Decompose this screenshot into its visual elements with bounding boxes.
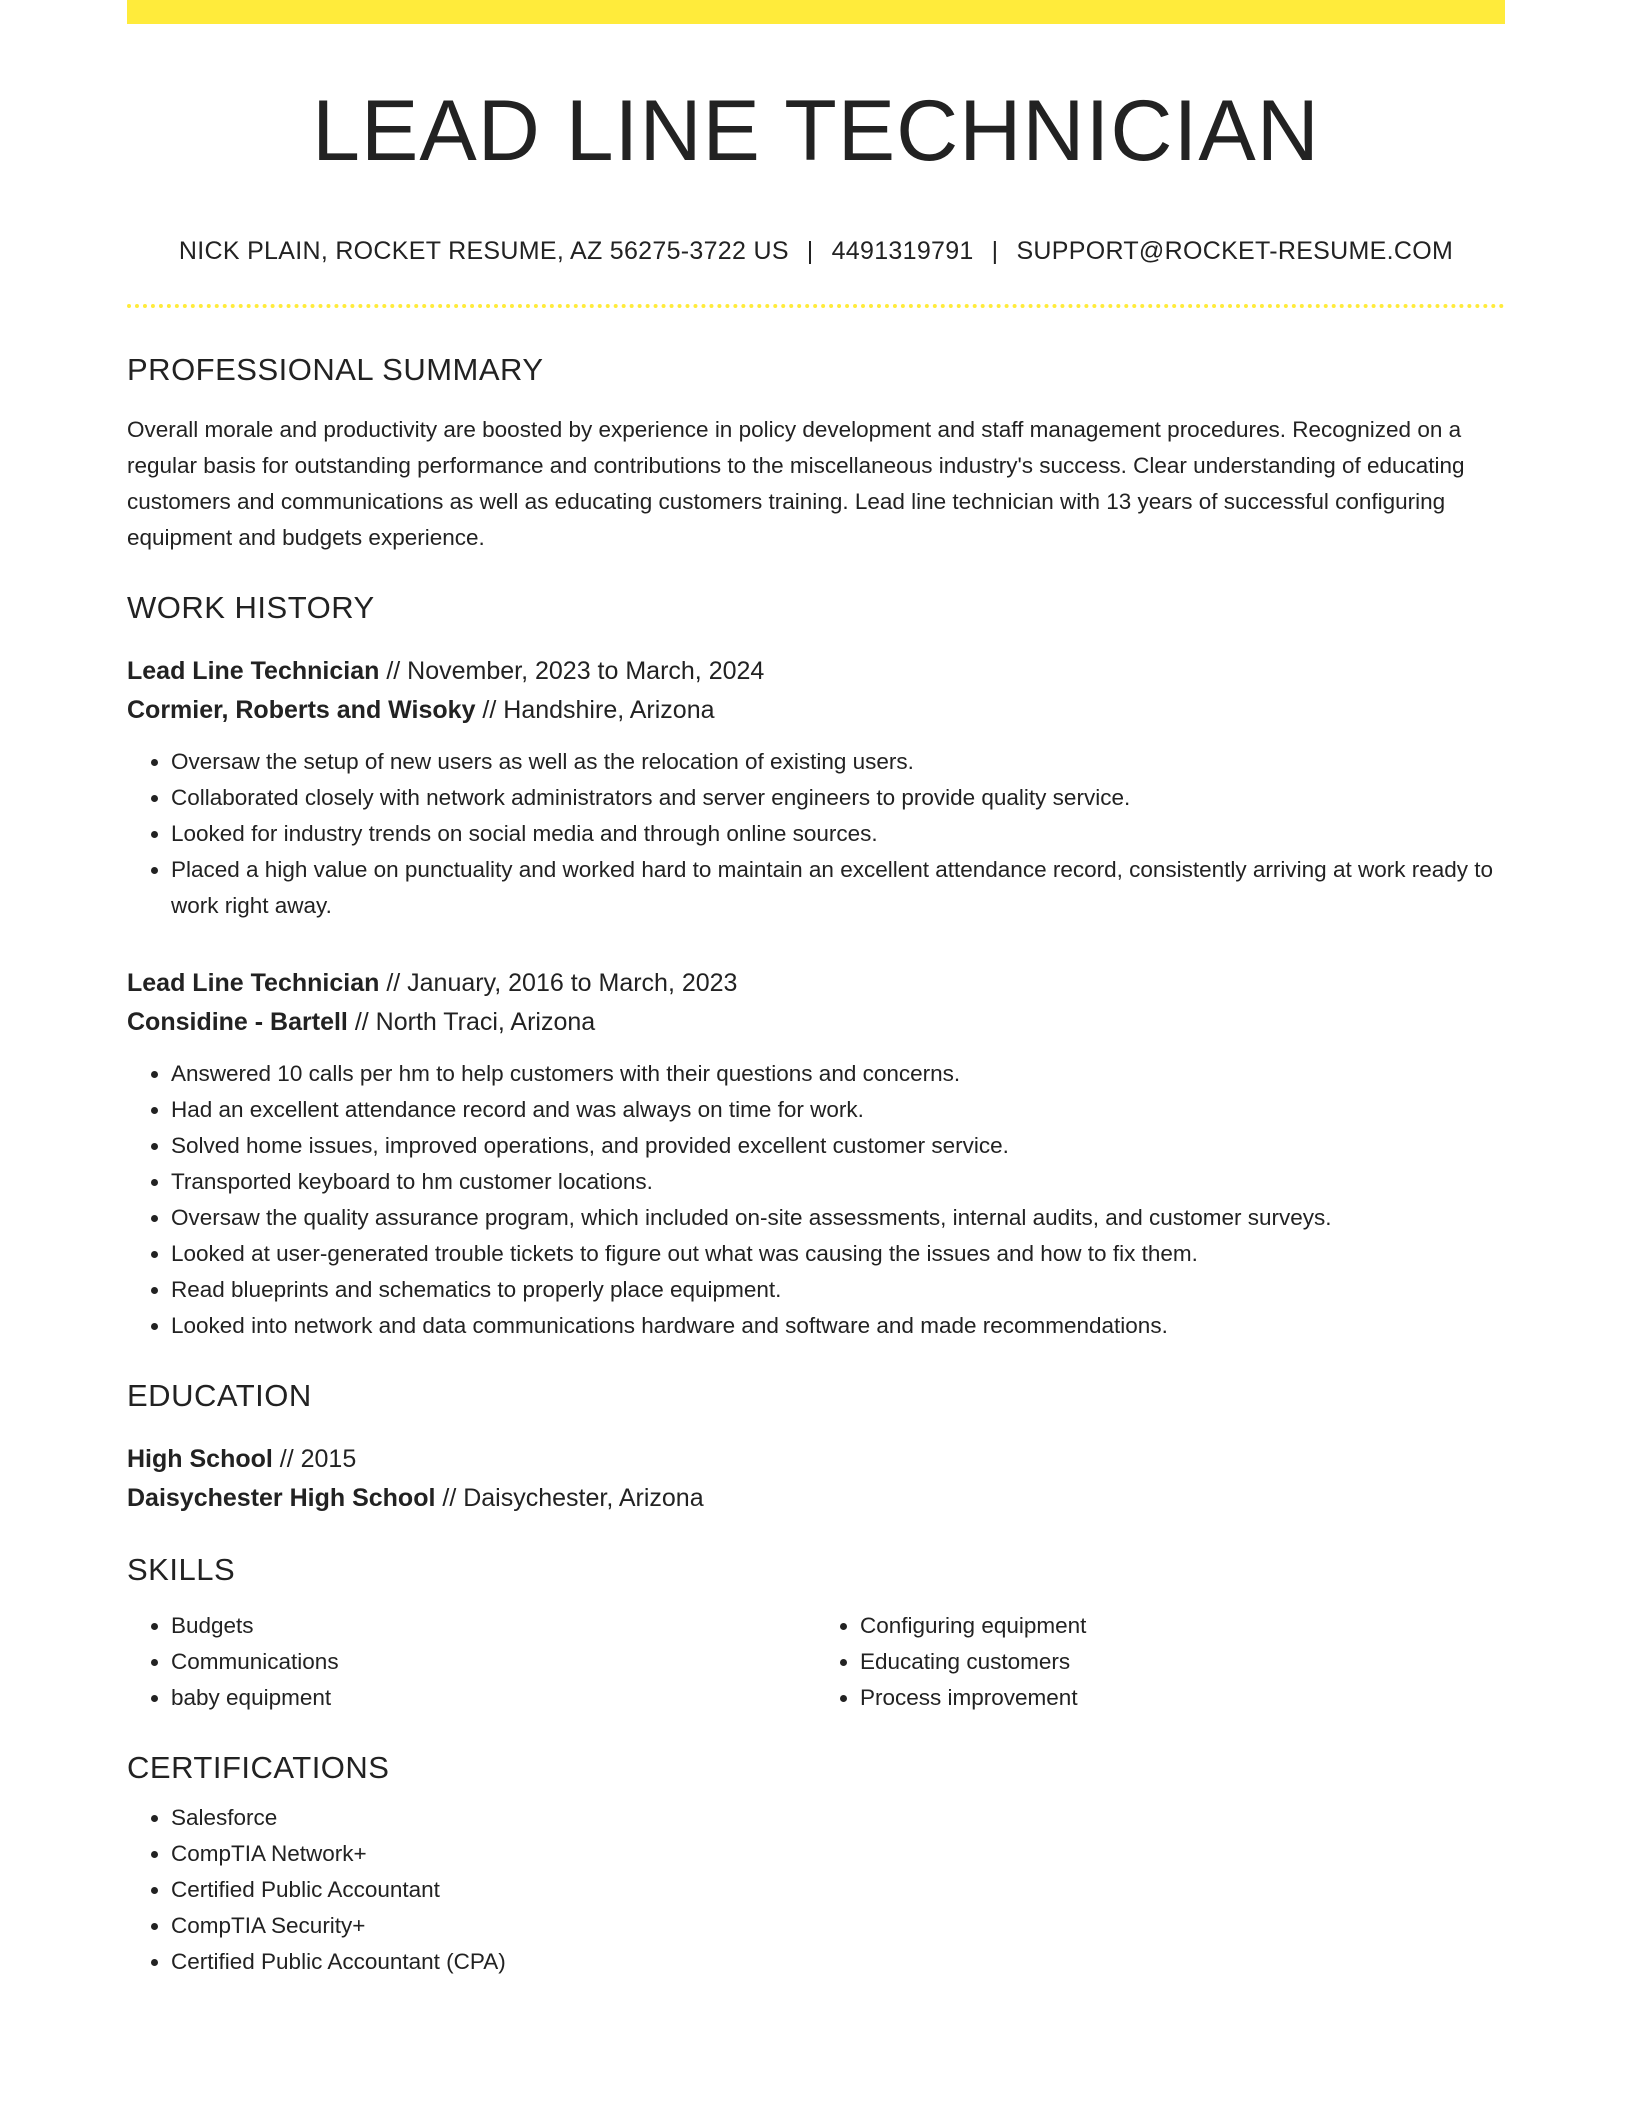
education-degree: High School bbox=[127, 1444, 273, 1473]
job-location: // Handshire, Arizona bbox=[475, 695, 715, 724]
list-item: • Salesforce bbox=[171, 1800, 1505, 1836]
job-dates: // January, 2016 to March, 2023 bbox=[379, 968, 738, 997]
education-year: // 2015 bbox=[272, 1444, 357, 1473]
skills-grid bbox=[127, 1608, 1505, 1716]
list-item: • CompTIA Network+ bbox=[171, 1836, 1505, 1872]
list-item: • Answered 10 calls per hm to help customers with their questions and concerns. bbox=[171, 1056, 1505, 1092]
job-company-line bbox=[127, 691, 1505, 730]
job-title: Lead Line Technician bbox=[127, 656, 380, 685]
resume-title: LEAD LINE TECHNICIAN bbox=[312, 83, 1320, 179]
list-item: • Had an excellent attendance record and was always on time for work. bbox=[171, 1092, 1505, 1128]
list-item: • Certified Public Accountant (CPA) bbox=[171, 1944, 1505, 1980]
list-item: • Looked into network and data communications hardware and software and made recommendations. bbox=[171, 1308, 1505, 1344]
job-dates: // November, 2023 to March, 2024 bbox=[379, 656, 765, 685]
list-item: • Looked for industry trends on social media and through online sources. bbox=[171, 816, 1505, 852]
list-item: • Looked at user-generated trouble tickets to figure out what was causing the issues and how to fix them. bbox=[171, 1236, 1505, 1272]
list-item: • Transported keyboard to hm customer locations. bbox=[171, 1164, 1505, 1200]
list-item: • Collaborated closely with network administrators and server engineers to provide quality service. bbox=[171, 780, 1505, 816]
skills-column-right bbox=[816, 1608, 1505, 1716]
job-company: Cormier, Roberts and Wisoky bbox=[127, 695, 476, 724]
skills-column-left bbox=[127, 1608, 816, 1716]
education-school: Daisychester High School bbox=[127, 1483, 436, 1512]
list-item: • Configuring equipment bbox=[860, 1608, 1505, 1644]
list-item: • Certified Public Accountant bbox=[171, 1872, 1505, 1908]
education-degree-line bbox=[127, 1440, 1505, 1479]
job-location: // North Traci, Arizona bbox=[347, 1007, 596, 1036]
section-heading-summary: PROFESSIONAL SUMMARY bbox=[127, 351, 544, 387]
list-item: • Process improvement bbox=[860, 1680, 1505, 1716]
contact-separator: | bbox=[806, 236, 814, 265]
contact-email: SUPPORT@ROCKET-RESUME.COM bbox=[1016, 236, 1454, 265]
section-heading-work-history: WORK HISTORY bbox=[127, 589, 375, 625]
job-title: Lead Line Technician bbox=[127, 968, 380, 997]
list-item: • Placed a high value on punctuality and worked hard to maintain an excellent attendance record, consistently arriving at work ready to work right away. bbox=[171, 852, 1505, 924]
list-item: • Read blueprints and schematics to properly place equipment. bbox=[171, 1272, 1505, 1308]
certifications-list bbox=[127, 1800, 1505, 1980]
education-school-line bbox=[127, 1479, 1505, 1518]
education-entry bbox=[127, 1440, 1505, 1518]
job-company: Considine - Bartell bbox=[127, 1007, 348, 1036]
accent-top-bar bbox=[127, 0, 1505, 24]
job-entry bbox=[127, 964, 1505, 1344]
contact-separator: | bbox=[991, 236, 999, 265]
list-item: • baby equipment bbox=[171, 1680, 816, 1716]
list-item: • Oversaw the setup of new users as well as the relocation of existing users. bbox=[171, 744, 1505, 780]
section-heading-skills: SKILLS bbox=[127, 1551, 236, 1587]
list-item: • Solved home issues, improved operations, and provided excellent customer service. bbox=[171, 1128, 1505, 1164]
resume-page bbox=[127, 0, 1505, 1980]
header-divider bbox=[127, 304, 1505, 308]
job-title-line bbox=[127, 652, 1505, 691]
contact-line bbox=[127, 237, 1505, 266]
education-location: // Daisychester, Arizona bbox=[435, 1483, 704, 1512]
contact-phone: 4491319791 bbox=[831, 236, 974, 265]
contact-address: NICK PLAIN, ROCKET RESUME, AZ 56275-3722 US bbox=[178, 236, 789, 265]
job-entry bbox=[127, 652, 1505, 924]
summary-text: Overall morale and productivity are boosted by experience in policy development and staff management procedures. Recognized on a regular basis for outstanding performance and contributions to the miscellaneous industry's success. Clear understanding of educating customers and communications as well as educating customers training. Lead line technician with 13 years of successful configuring equipment and budgets experience. bbox=[127, 416, 1465, 550]
list-item: • Oversaw the quality assurance program, which included on-site assessments, internal audits, and customer surveys. bbox=[171, 1200, 1505, 1236]
job-title-line bbox=[127, 964, 1505, 1003]
list-item: • Educating customers bbox=[860, 1644, 1505, 1680]
job-bullets bbox=[127, 744, 1505, 924]
list-item: • CompTIA Security+ bbox=[171, 1908, 1505, 1944]
job-company-line bbox=[127, 1003, 1505, 1042]
section-heading-education: EDUCATION bbox=[127, 1377, 312, 1413]
list-item: • Budgets bbox=[171, 1608, 816, 1644]
list-item: • Communications bbox=[171, 1644, 816, 1680]
job-bullets bbox=[127, 1056, 1505, 1344]
section-heading-certifications: CERTIFICATIONS bbox=[127, 1749, 390, 1785]
